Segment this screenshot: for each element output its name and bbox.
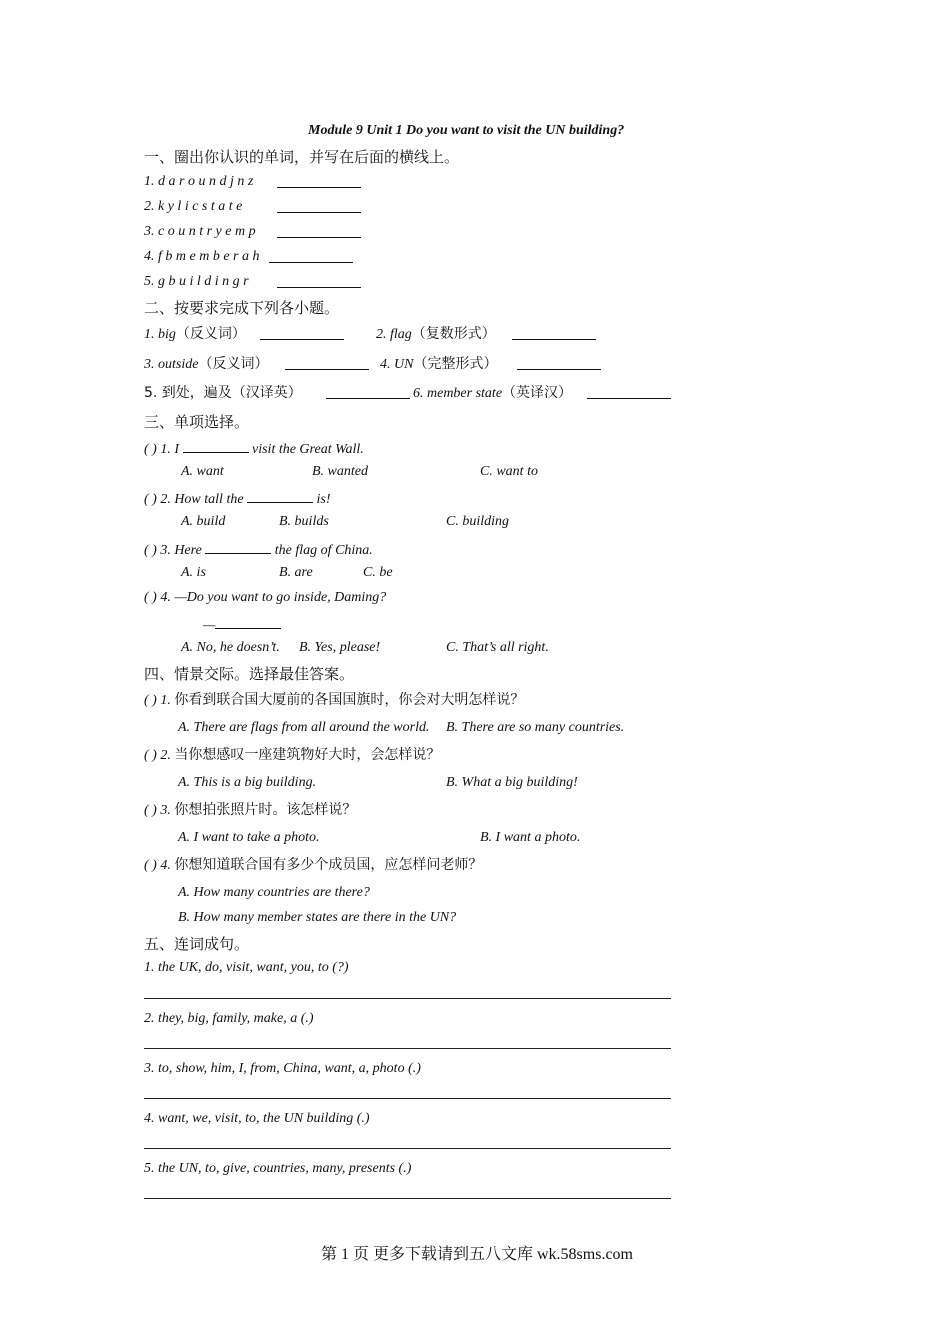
answer-blank[interactable] (277, 275, 361, 288)
writing-line[interactable] (144, 1048, 671, 1049)
part2-question-5: 5. 到处，遍及（汉译英） (144, 385, 302, 401)
option-b: B. I want a photo. (480, 830, 581, 845)
option-a: A. want (181, 464, 224, 479)
part4-question-2: ( ) 2. 当你想感叹一座建筑物好大时，会怎样说？ (144, 747, 441, 763)
part4-question-3: ( ) 3. 你想拍张照片时。该怎样说？ (144, 802, 357, 818)
option-b: B. How many member states are there in the UN? (178, 910, 457, 925)
answer-blank[interactable] (247, 490, 313, 503)
answer-blank[interactable] (260, 327, 344, 340)
answer-blank[interactable] (277, 175, 361, 188)
part1-item: 4. f b m e m b e r a h (144, 249, 260, 264)
dialogue-answer: — (203, 616, 281, 633)
part5-item: 5. the UN, to, give, countries, many, presents (.) (144, 1161, 412, 1176)
page-title: Module 9 Unit 1 Do you want to visit the UN building? (308, 123, 625, 138)
part2-question-2: 2. flag（复数形式） (376, 326, 496, 342)
answer-blank[interactable] (183, 440, 249, 453)
part4-question-4: ( ) 4. 你想知道联合国有多少个成员国，应怎样问老师？ (144, 857, 483, 873)
answer-blank[interactable] (512, 327, 596, 340)
writing-line[interactable] (144, 1198, 671, 1199)
option-a: A. is (181, 565, 206, 580)
answer-blank[interactable] (269, 250, 353, 263)
part5-item: 2. they, big, family, make, a (.) (144, 1011, 314, 1026)
writing-line[interactable] (144, 1148, 671, 1149)
part3-question-2: ( ) 2. How tall the is! (144, 492, 331, 507)
part1-item: 1. d a r o u n d j n z (144, 174, 254, 189)
option-b: B. There are so many countries. (446, 720, 625, 735)
option-a: A. How many countries are there? (178, 885, 370, 900)
part2-question-4: 4. UN（完整形式） (380, 356, 498, 372)
option-a: A. This is a big building. (178, 775, 317, 790)
part3-question-1: ( ) 1. I visit the Great Wall. (144, 442, 364, 457)
option-a: A. No, he doesn’t. (181, 640, 280, 655)
answer-blank[interactable] (215, 616, 281, 629)
part1-item: 2. k y l i c s t a t e (144, 199, 243, 214)
option-b: B. What a big building! (446, 775, 578, 790)
section-heading-4: 四、情景交际。选择最佳答案。 (144, 665, 355, 683)
option-b: B. wanted (312, 464, 368, 479)
section-heading-1: 一、圈出你认识的单词，并写在后面的横线上。 (144, 148, 460, 166)
option-c: C. be (363, 565, 393, 580)
option-b: B. builds (279, 514, 329, 529)
option-b: B. are (279, 565, 313, 580)
option-c: C. That’s all right. (446, 640, 549, 655)
section-heading-3: 三、单项选择。 (144, 413, 250, 431)
option-c: C. building (446, 514, 510, 529)
part5-item: 1. the UK, do, visit, want, you, to (?) (144, 960, 349, 975)
answer-blank[interactable] (277, 200, 361, 213)
part2-question-6: 6. member state（英译汉） (413, 385, 573, 401)
part5-item: 3. to, show, him, I, from, China, want, a, photo (.) (144, 1061, 421, 1076)
answer-blank[interactable] (205, 541, 271, 554)
section-heading-2: 二、按要求完成下列各小题。 (144, 299, 340, 317)
part1-item: 3. c o u n t r y e m p (144, 224, 256, 239)
part2-question-1: 1. big（反义词） (144, 326, 246, 342)
option-a: A. There are flags from all around the world. (178, 720, 430, 735)
answer-blank[interactable] (277, 225, 361, 238)
part2-question-3: 3. outside（反义词） (144, 356, 269, 372)
part1-item: 5. g b u i l d i n g r (144, 274, 249, 289)
writing-line[interactable] (144, 998, 671, 999)
section-heading-5: 五、连词成句。 (144, 935, 250, 953)
option-a: A. build (181, 514, 226, 529)
option-b: B. Yes, please! (299, 640, 381, 655)
part3-question-4: ( ) 4. —Do you want to go inside, Daming? (144, 590, 387, 605)
writing-line[interactable] (144, 1098, 671, 1099)
answer-blank[interactable] (517, 357, 601, 370)
part5-item: 4. want, we, visit, to, the UN building (.) (144, 1111, 370, 1126)
answer-blank[interactable] (326, 386, 410, 399)
part3-question-3: ( ) 3. Here the flag of China. (144, 543, 373, 558)
answer-blank[interactable] (587, 386, 671, 399)
option-c: C. want to (480, 464, 538, 479)
option-a: A. I want to take a photo. (178, 830, 320, 845)
part4-question-1: ( ) 1. 你看到联合国大厦前的各国国旗时，你会对大明怎样说？ (144, 692, 525, 708)
page-footer: 第 1 页 更多下载请到五八文库 wk.58sms.com (321, 1246, 634, 1263)
answer-blank[interactable] (285, 357, 369, 370)
